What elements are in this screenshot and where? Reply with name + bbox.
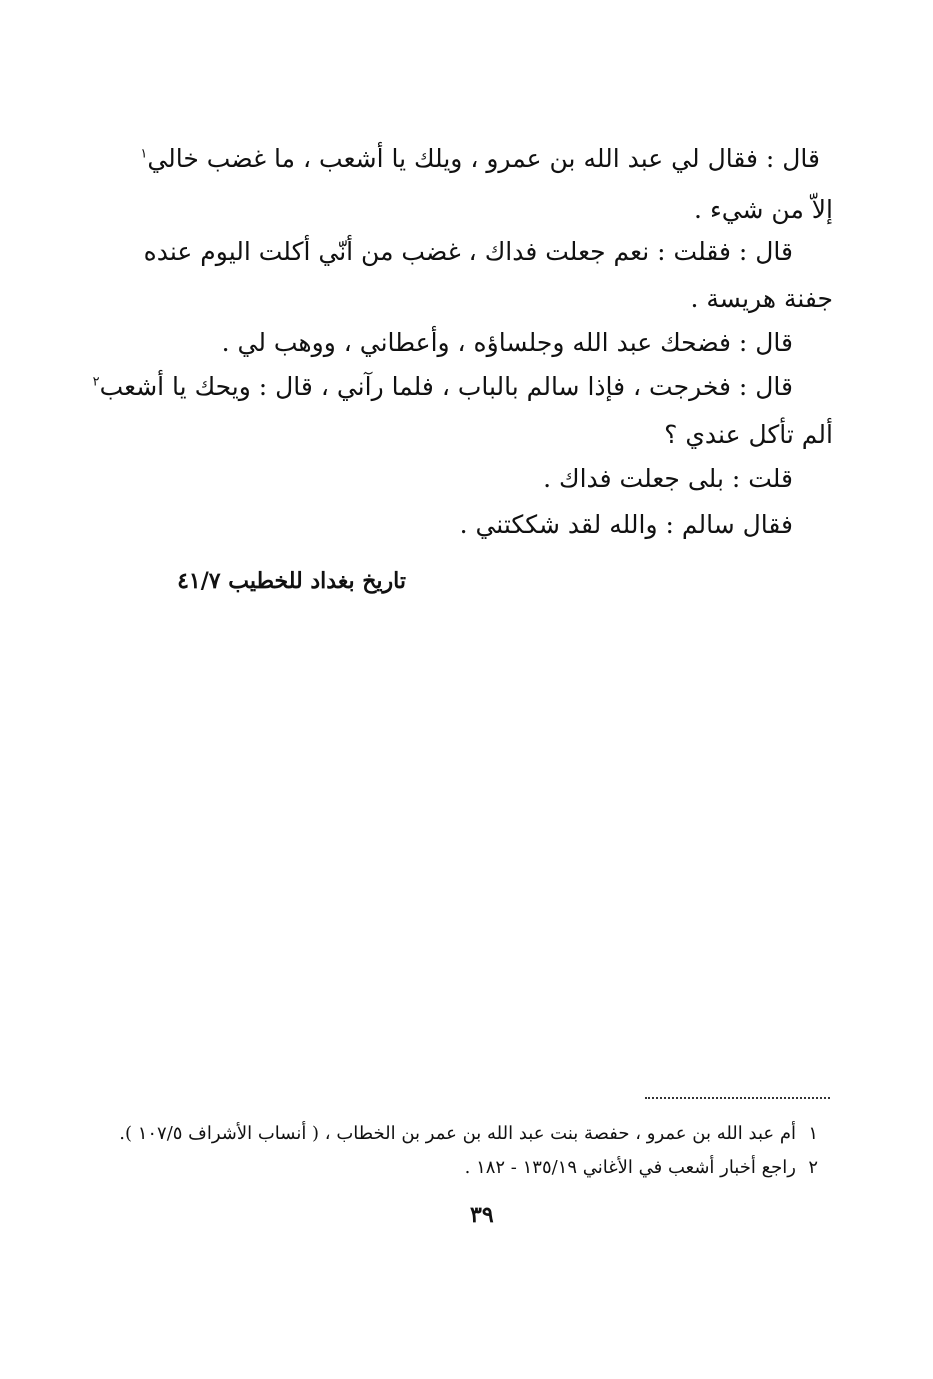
text-line-6-text: قال : فخرجت ، فإذا سالم بالباب ، فلما رآني ، قال : ويحك يا أشعب <box>99 372 793 401</box>
text-line-3: قال : فقلت : نعم جعلت فداك ، غضب من أنّي أكلت اليوم عنده <box>143 237 793 266</box>
footnote-number: ١ <box>808 1123 818 1144</box>
footnote-1 <box>119 1121 818 1147</box>
text-line-2: إلاّ من شيء . <box>694 195 833 224</box>
source-citation: تاريخ بغداد للخطيب ٤١/٧ <box>177 568 406 594</box>
footnote-separator <box>645 1097 830 1099</box>
text-line-1 <box>140 142 820 176</box>
text-line-9: فقال سالم : والله لقد شككتني . <box>459 510 793 539</box>
text-line-8: قلت : بلى جعلت فداك . <box>543 464 793 493</box>
text-line-6 <box>93 370 793 404</box>
text-line-7: ألم تأكل عندي ؟ <box>664 420 833 449</box>
footnote-2 <box>465 1155 818 1181</box>
footnote-ref-2: ٢ <box>92 374 100 390</box>
footnote-ref-1: ١ <box>140 146 148 162</box>
text-line-4: جفنة هريسة . <box>690 284 833 313</box>
footnote-number: ٢ <box>808 1157 818 1178</box>
footnote-text: راجع أخبار أشعب في الأغاني ١٣٥/١٩ - ١٨٢ . <box>464 1157 796 1178</box>
text-line-5: قال : فضحك عبد الله وجلساؤه ، وأعطاني ، ووهب لي . <box>221 328 793 357</box>
text-line-1-text: قال : فقال لي عبد الله بن عمرو ، ويلك يا أشعب ، ما غضب خالي <box>147 144 820 173</box>
footnote-text: أم عبد الله بن عمرو ، حفصة بنت عبد الله بن عمر بن الخطاب ، ( أنساب الأشراف ١٠٧/٥ ). <box>119 1123 796 1144</box>
page-number: ٣٩ <box>470 1202 494 1228</box>
